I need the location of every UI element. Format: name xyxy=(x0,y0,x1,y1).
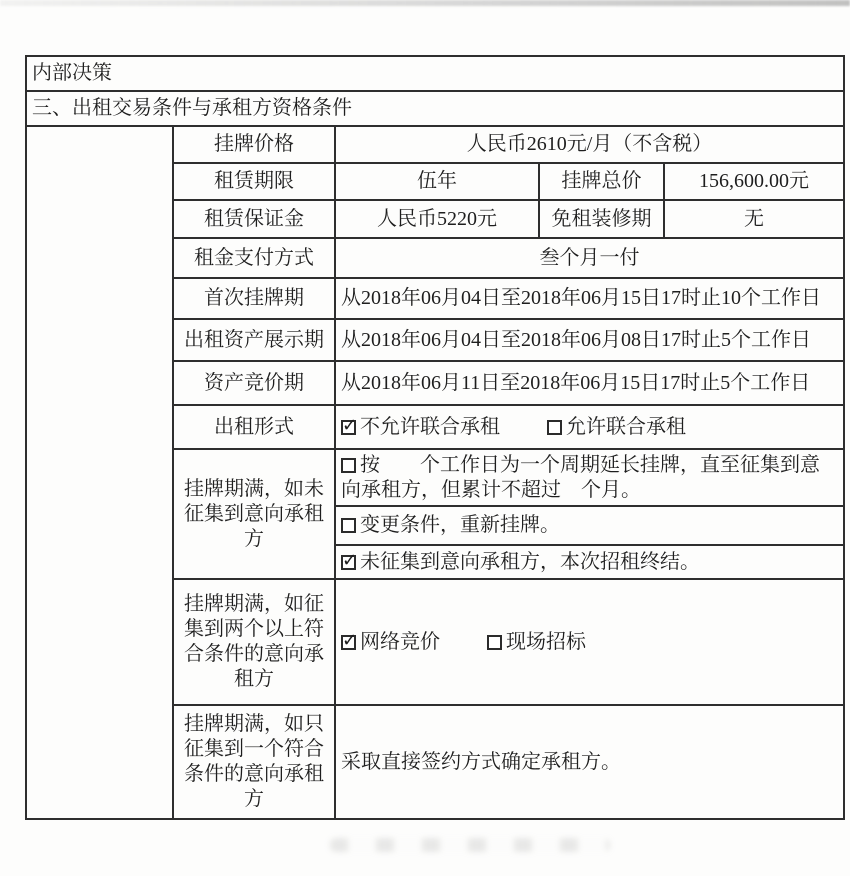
option-no-joint-lease-label: 不允许联合承租 xyxy=(360,415,500,438)
label-single-intent-collected: 挂牌期满，如只征集到一个符合条件的意向承租方 xyxy=(173,705,335,819)
checkbox-relist-icon xyxy=(341,518,356,533)
scan-edge-shadow xyxy=(0,0,850,6)
checkbox-extend-listing-icon xyxy=(341,458,356,473)
value-payment-method: 叁个月一付 xyxy=(335,238,844,278)
label-listing-total: 挂牌总价 xyxy=(539,163,664,200)
label-multiple-intent-collected: 挂牌期满，如征集到两个以上符合条件的意向承租方 xyxy=(173,579,335,705)
option-no-joint-lease xyxy=(341,416,500,438)
checkbox-allow-joint-lease-icon xyxy=(547,420,562,435)
option-onsite-tender xyxy=(487,631,586,653)
value-rent-free-period: 无 xyxy=(664,200,844,238)
label-rent-free-period: 免租装修期 xyxy=(539,200,664,238)
header-internal-decision: 内部决策 xyxy=(26,56,844,91)
label-payment-method: 租金支付方式 xyxy=(173,238,335,278)
label-lease-form: 出租形式 xyxy=(173,405,335,449)
table-row xyxy=(26,91,844,126)
option-online-bidding xyxy=(341,631,440,653)
value-asset-display-period: 从2018年06月04日至2018年06月08日17时止5个工作日 xyxy=(335,319,844,361)
no-intent-option-terminate xyxy=(335,545,844,579)
option-allow-joint-lease-label: 允许联合承租 xyxy=(566,415,686,438)
no-intent-option-relist xyxy=(335,506,844,545)
checkbox-online-bidding-icon xyxy=(341,635,356,650)
label-first-listing-period: 首次挂牌期 xyxy=(173,278,335,319)
option-allow-joint-lease xyxy=(547,416,686,438)
no-intent-option-relist-label: 变更条件，重新挂牌。 xyxy=(360,514,560,536)
section-title: 三、出租交易条件与承租方资格条件 xyxy=(26,91,844,126)
checkbox-terminate-icon xyxy=(341,555,356,570)
value-listing-price: 人民币2610元/月（不含税） xyxy=(335,126,844,163)
value-lease-term: 伍年 xyxy=(335,163,539,200)
value-single-intent-collected: 采取直接签约方式确定承租方。 xyxy=(335,705,844,819)
label-deposit: 租赁保证金 xyxy=(173,200,335,238)
value-listing-total: 156,600.00元 xyxy=(664,163,844,200)
lease-form-options xyxy=(335,405,844,449)
lease-conditions-table xyxy=(25,55,845,820)
option-onsite-tender-label: 现场招标 xyxy=(506,630,586,653)
label-asset-bidding-period: 资产竞价期 xyxy=(173,361,335,405)
label-lease-term: 租赁期限 xyxy=(173,163,335,200)
scan-bleedthrough-artifact xyxy=(330,838,610,852)
value-deposit: 人民币5220元 xyxy=(335,200,539,238)
multiple-intent-options xyxy=(335,579,844,705)
label-no-intent-collected: 挂牌期满，如未征集到意向承租方 xyxy=(173,449,335,579)
checkbox-no-joint-lease-icon xyxy=(341,420,356,435)
label-listing-price: 挂牌价格 xyxy=(173,126,335,163)
table-row xyxy=(26,126,844,163)
value-asset-bidding-period: 从2018年06月11日至2018年06月15日17时止5个工作日 xyxy=(335,361,844,405)
value-first-listing-period: 从2018年06月04日至2018年06月15日17时止10个工作日 xyxy=(335,278,844,319)
no-intent-option-terminate-label: 未征集到意向承租方，本次招租终结。 xyxy=(360,550,700,573)
label-asset-display-period: 出租资产展示期 xyxy=(173,319,335,361)
checkbox-onsite-tender-icon xyxy=(487,635,502,650)
no-intent-option-extend-label: 按 个工作日为一个周期延长挂牌，直至征集到意向承租方，但累计不超过 个月。 xyxy=(341,453,820,501)
left-spanner-cell xyxy=(26,126,173,819)
table-row xyxy=(26,56,844,91)
no-intent-option-extend xyxy=(335,449,844,506)
option-online-bidding-label: 网络竞价 xyxy=(360,630,440,653)
